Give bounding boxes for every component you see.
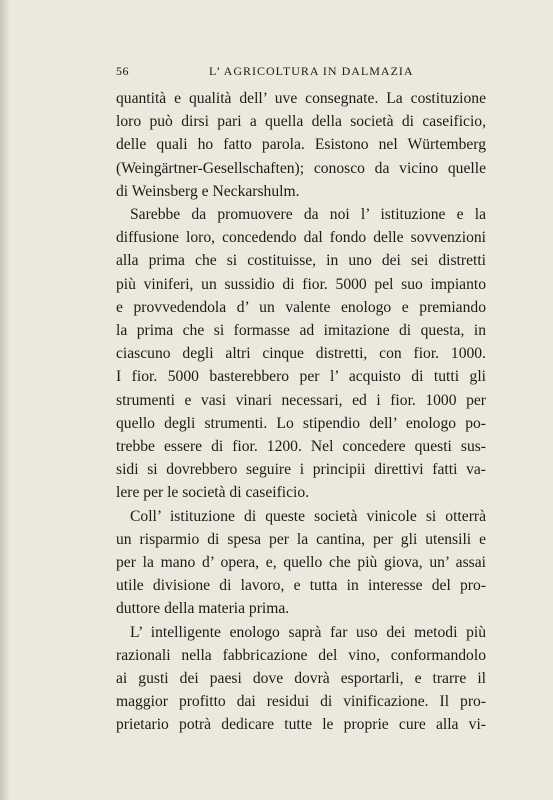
- text-line: duttore della materia prima.: [116, 600, 290, 618]
- text-line: più viniferi, un sussidio di fior. 5000 pel suo impianto: [116, 275, 486, 293]
- text-line: L’ intelligente enologo saprà far uso dei metodi più: [130, 623, 486, 641]
- text-line: trebbe essere di fior. 1200. Nel concedere questi sus-: [116, 438, 486, 456]
- text-line: Sarebbe da promuovere da noi l’ istituzione e la: [130, 206, 486, 224]
- text-line: la prima che si formasse ad imitazione di questa, in: [116, 322, 486, 340]
- text-line: Coll’ istituzione di queste società vinicole si otterrà: [130, 507, 486, 525]
- text-line: diffusione loro, concedendo dal fondo delle sovvenzioni: [116, 229, 486, 247]
- text-line: razionali nella fabbricazione del vino, conformandolo: [116, 646, 486, 664]
- text-line: ciascuno degli altri cinque distretti, con fior. 1000.: [116, 345, 486, 363]
- text-line: utile divisione di lavoro, e tutta in interesse del pro-: [116, 577, 486, 595]
- paragraph-4: [116, 621, 486, 737]
- text-line: lere per le società di caseificio.: [116, 484, 310, 502]
- page-number: 56: [116, 64, 129, 78]
- text-line: I fior. 5000 basterebbero per l’ acquisto di tutti gli: [116, 368, 486, 386]
- text-line: loro può dirsi pari a quella della società di caseificio,: [116, 113, 486, 131]
- text-line: alla prima che si costituisse, in uno dei sei distretti: [116, 252, 486, 270]
- body-text: [116, 87, 486, 737]
- text-line: sidi si dovrebbero seguire i principii direttivi fatti va-: [116, 461, 486, 479]
- text-line: un risparmio di spesa per la cantina, per gli utensili e: [116, 530, 486, 548]
- paragraph-2: [116, 203, 486, 505]
- page-header: [116, 64, 486, 80]
- running-head: L’ AGRICOLTURA IN DALMAZIA: [209, 64, 414, 78]
- text-line: ai gusti dei paesi dove dovrà esportarli, e trarre il: [116, 670, 486, 688]
- text-line: prietario potrà dedicare tutte le proprie cure alla vi-: [116, 716, 486, 734]
- paragraph-1: [116, 87, 486, 203]
- text-line: e provvedendola d’ un valente enologo e premiando: [116, 298, 486, 316]
- text-line: strumenti e vasi vinari necessari, ed i fior. 1000 per: [116, 391, 486, 409]
- paragraph-3: [116, 505, 486, 621]
- text-line: (Weingärtner-Gesellschaften); conosco da vicino quelle: [116, 159, 486, 177]
- text-line: maggior profitto dai residui di vinificazione. Il pro-: [116, 693, 486, 711]
- text-line: delle quali ho fatto parola. Esistono nel Würtemberg: [116, 136, 486, 154]
- text-line: quello degli strumenti. Lo stipendio dell’ enologo po-: [116, 414, 486, 432]
- text-line: di Weinsberg e Neckarshulm.: [116, 182, 300, 200]
- text-line: quantità e qualità dell’ uve consegnate. La costituzione: [116, 90, 486, 107]
- text-line: per la mano d’ opera, e, quello che più giova, un’ assai: [116, 554, 486, 572]
